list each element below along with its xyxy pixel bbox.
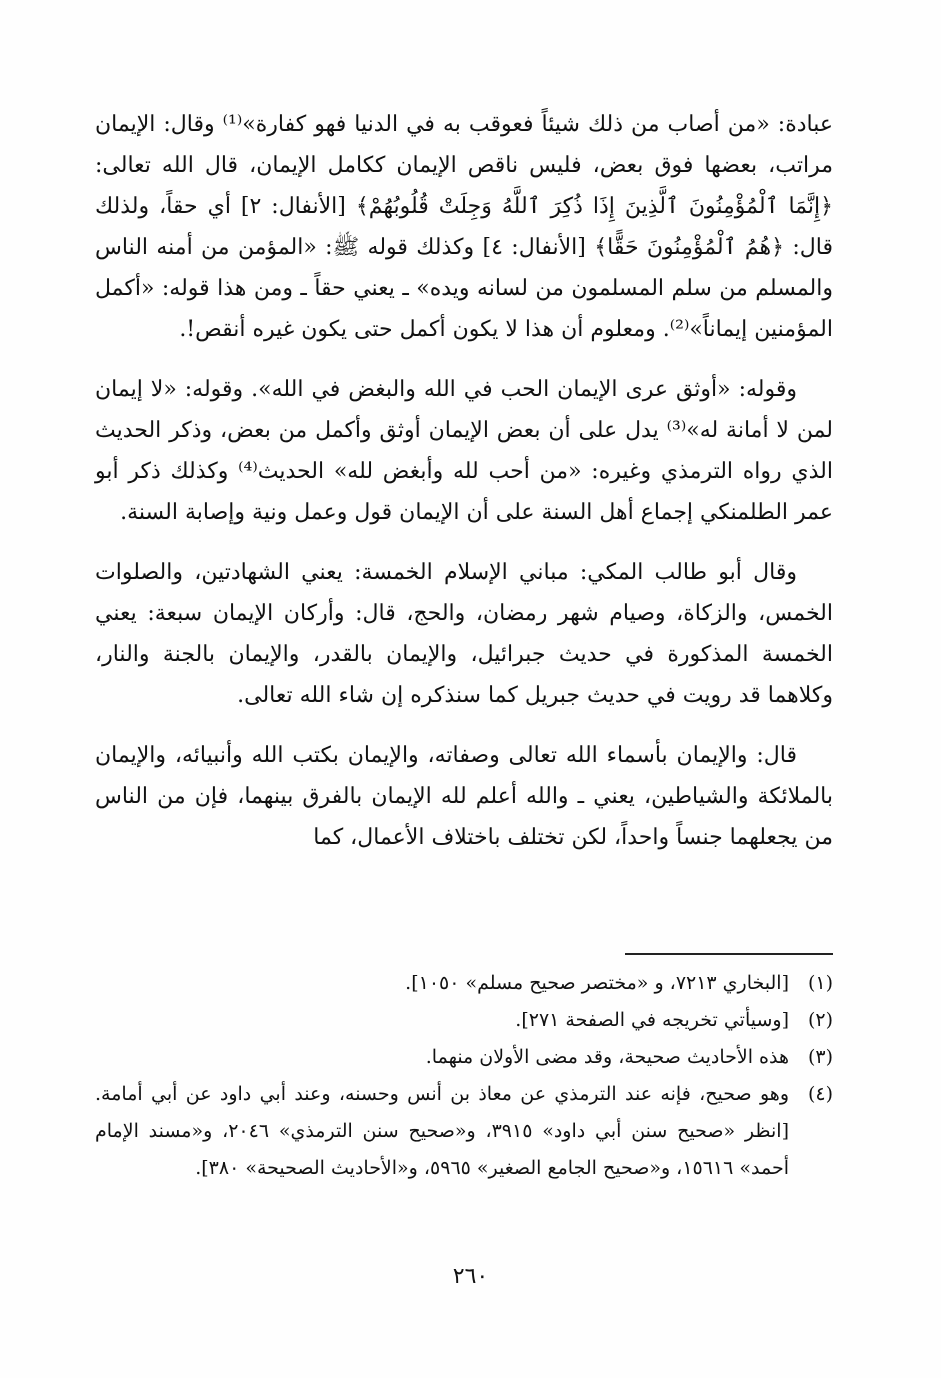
footnote-text: هذه الأحاديث صحيحة، وقد مضى الأولان منهما.	[425, 1046, 789, 1068]
footnote-3	[95, 1039, 833, 1076]
page-number: ٢٦٠	[452, 1264, 489, 1289]
footnote-2	[95, 1002, 833, 1039]
paragraph-1: عبادة: «من أصاب من ذلك شيئاً فعوقب به في الدنيا فهو كفارة»⁽¹⁾ وقال: الإيمان مراتب، بعضها فوق بعض، فليس ناقص الإيمان ككامل الإيمان، قال الله تعالى: ﴿إِنَّمَا ٱلْمُؤْمِنُونَ ٱلَّذِينَ إِذَا ذُكِرَ ٱللَّهُ وَجِلَتْ قُلُوبُهُمْ﴾ [الأنفال: ٢] أي حقاً، ولذلك قال: ﴿هُمُ ٱلْمُؤْمِنُونَ حَقًّا﴾ [الأنفال: ٤] وكذلك قوله ﷺ: «المؤمن من أمنه الناس والمسلم من سلم المسلمون من لسانه ويده» ـ يعني حقاً ـ ومن هذا قوله: «أكمل المؤمنين إيماناً»⁽²⁾. ومعلوم أن هذا لا يكون أكمل حتى يكون غيره أنقص!.	[95, 112, 833, 342]
footnote-number: (٣)	[807, 1046, 833, 1068]
paragraph-2: وقوله: «أوثق عرى الإيمان الحب في الله والبغض في الله». وقوله: «لا إيمان لمن لا أمانة له»⁽³⁾ يدل على أن بعض الإيمان أوثق وأكمل من بعض، وذكر الحديث الذي رواه الترمذي وغيره: «من أحب لله وأبغض لله» الحديث⁽⁴⁾ وكذلك ذكر أبو عمر الطلمنكي إجماع أهل السنة على أن الإيمان قول وعمل ونية وإصابة السنة.	[95, 377, 833, 525]
footnote-1	[95, 965, 833, 1002]
paragraph-4: قال: والإيمان بأسماء الله تعالى وصفاته، والإيمان بكتب الله وأنبيائه، والإيمان بالملائكة والشياطين، يعني ـ والله أعلم لله الإيمان بالفرق بينهما، فإن من الناس من يجعلهما جنساً واحداً، لكن تختلف باختلاف الأعمال، كما	[95, 743, 833, 850]
footnote-4	[95, 1076, 833, 1187]
footnote-text: [وسيأتي تخريجه في الصفحة ٢٧١].	[515, 1009, 789, 1031]
footnote-number: (٢)	[807, 1009, 833, 1031]
footnote-number: (٤)	[807, 1083, 833, 1105]
footnote-text: وهو صحيح، فإنه عند الترمذي عن معاذ بن أنس وحسنه، وعند أبي داود عن أبي أمامة. [انظر «صحيح سنن أبي داود» ٣٩١٥، و«صحيح سنن الترمذي» ٢٠٤٦، و«مسند الإمام أحمد» ١٥٦١٦، و«صحيح الجامع الصغير» ٥٩٦٥، و«الأحاديث الصحيحة» ٣٨٠].	[95, 1083, 789, 1179]
footnotes	[95, 965, 833, 1187]
paragraph-3: وقال أبو طالب المكي: مباني الإسلام الخمسة: يعني الشهادتين، والصلوات الخمس، والزكاة، وصيام شهر رمضان، والحج، قال: وأركان الإيمان سبعة: يعني الخمسة المذكورة في حديث جبرائيل، والإيمان بالقدر، والإيمان بالجنة والنار، وكلاهما قد رويت في حديث جبريل كما سنذكره إن شاء الله تعالى.	[95, 560, 833, 708]
main-text	[95, 104, 833, 858]
footnote-text: [البخاري ٧٢١٣، و «مختصر صحيح مسلم» ١٠٥٠].	[405, 972, 789, 994]
footnote-divider	[625, 953, 833, 955]
footnote-number: (١)	[807, 972, 833, 994]
